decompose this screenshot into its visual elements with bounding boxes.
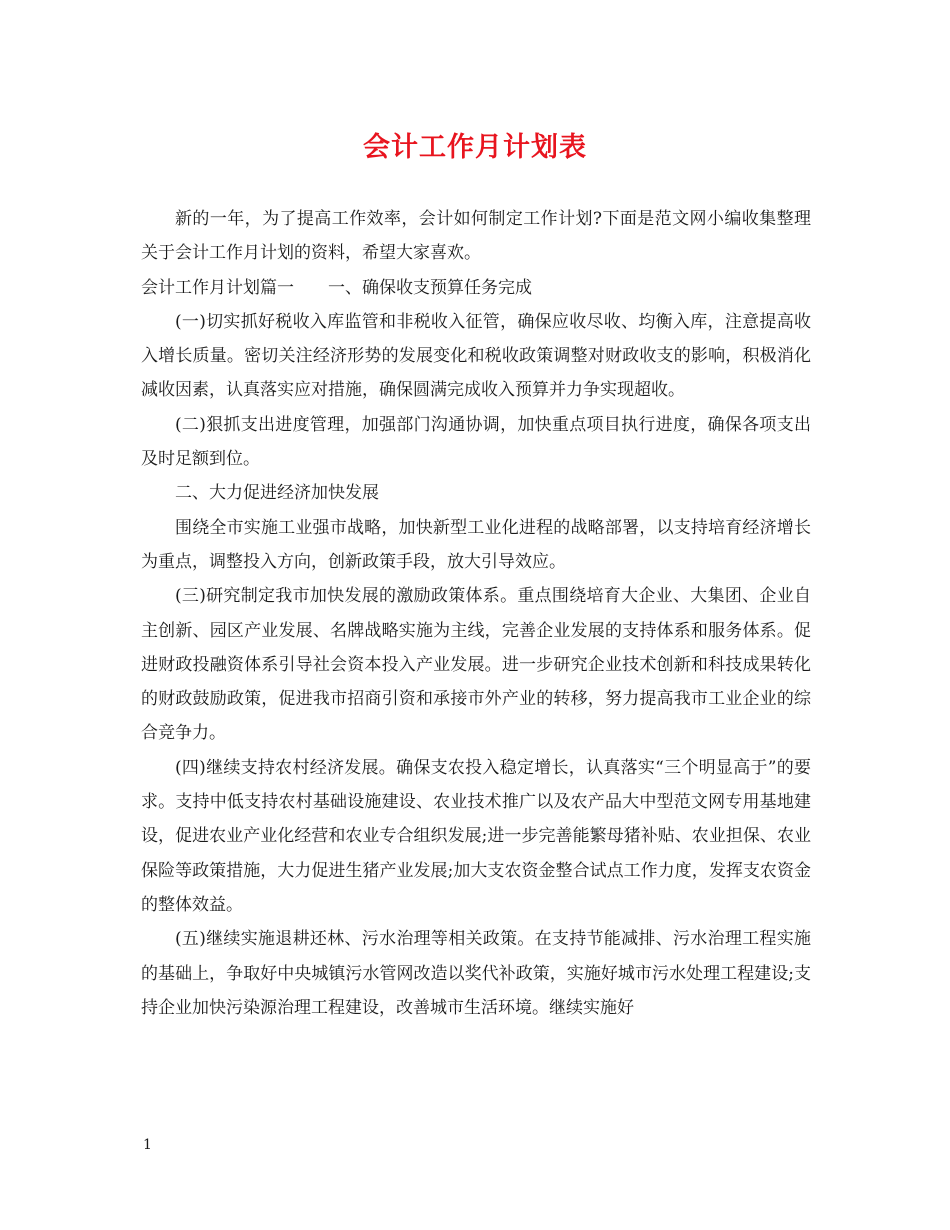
paragraph-item-5: (五)继续实施退耕还林、污水治理等相关政策。在支持节能减排、污水治理工程实施的基础上，争取好中央城镇污水管网改造以奖代补政策，实施好城市污水处理工程建设;支持企业加快污染源治理工程建设，改善城市生活环境。继续实施好: [141, 929, 811, 1018]
section-heading-2: 二、大力促进经济加快发展: [175, 483, 379, 504]
section-label: 会计工作月计划篇一: [141, 277, 294, 298]
paragraph-item-4: (四)继续支持农村经济发展。确保支农投入稳定增长，认真落实“三个明显高于”的要求。支持中低支持农村基础设施建设、农业技术推广以及农产品大中型范文网专用基地建设，促进农业产业化经营和农业专合组织发展;进一步完善能繁母猪补贴、农业担保、农业保险等政策措施，大力促进生猪产业发展;加大支农资金整合试点工作力度，发挥支农资金的整体效益。: [141, 757, 811, 915]
section-line: [141, 271, 811, 305]
document-body: [141, 202, 811, 1025]
document-title: 会计工作月计划表: [363, 132, 587, 163]
intro-paragraph: 新的一年，为了提高工作效率，会计如何制定工作计划?下面是范文网小编收集整理关于会计工作月计划的资料，希望大家喜欢。: [141, 209, 811, 264]
page-number: 1: [143, 1137, 152, 1153]
paragraph-item-2: (二)狠抓支出进度管理，加强部门沟通协调，加快重点项目执行进度，确保各项支出及时足额到位。: [141, 414, 811, 470]
paragraph-item-3: (三)研究制定我市加快发展的激励政策体系。重点围绕培育大企业、大集团、企业自主创新、园区产业发展、名牌战略实施为主线，完善企业发展的支持体系和服务体系。促进财政投融资体系引导社会资本投入产业发展。进一步研究企业技术创新和科技成果转化的财政鼓励政策，促进我市招商引资和承接市外产业的转移，努力提高我市工业企业的综合竞争力。: [141, 586, 811, 744]
section-heading: 一、确保收支预算任务完成: [328, 277, 532, 298]
section-2-intro: 围绕全市实施工业强市战略，加快新型工业化进程的战略部署，以支持培育经济增长为重点，调整投入方向，创新政策手段，放大引导效应。: [141, 517, 811, 572]
paragraph-item-1: (一)切实抓好税收入库监管和非税收入征管，确保应收尽收、均衡入库，注意提高收入增长质量。密切关注经济形势的发展变化和税收政策调整对财政收支的影响，积极消化减收因素，认真落实应对措施，确保圆满完成收入预算并力争实现超收。: [141, 311, 811, 401]
